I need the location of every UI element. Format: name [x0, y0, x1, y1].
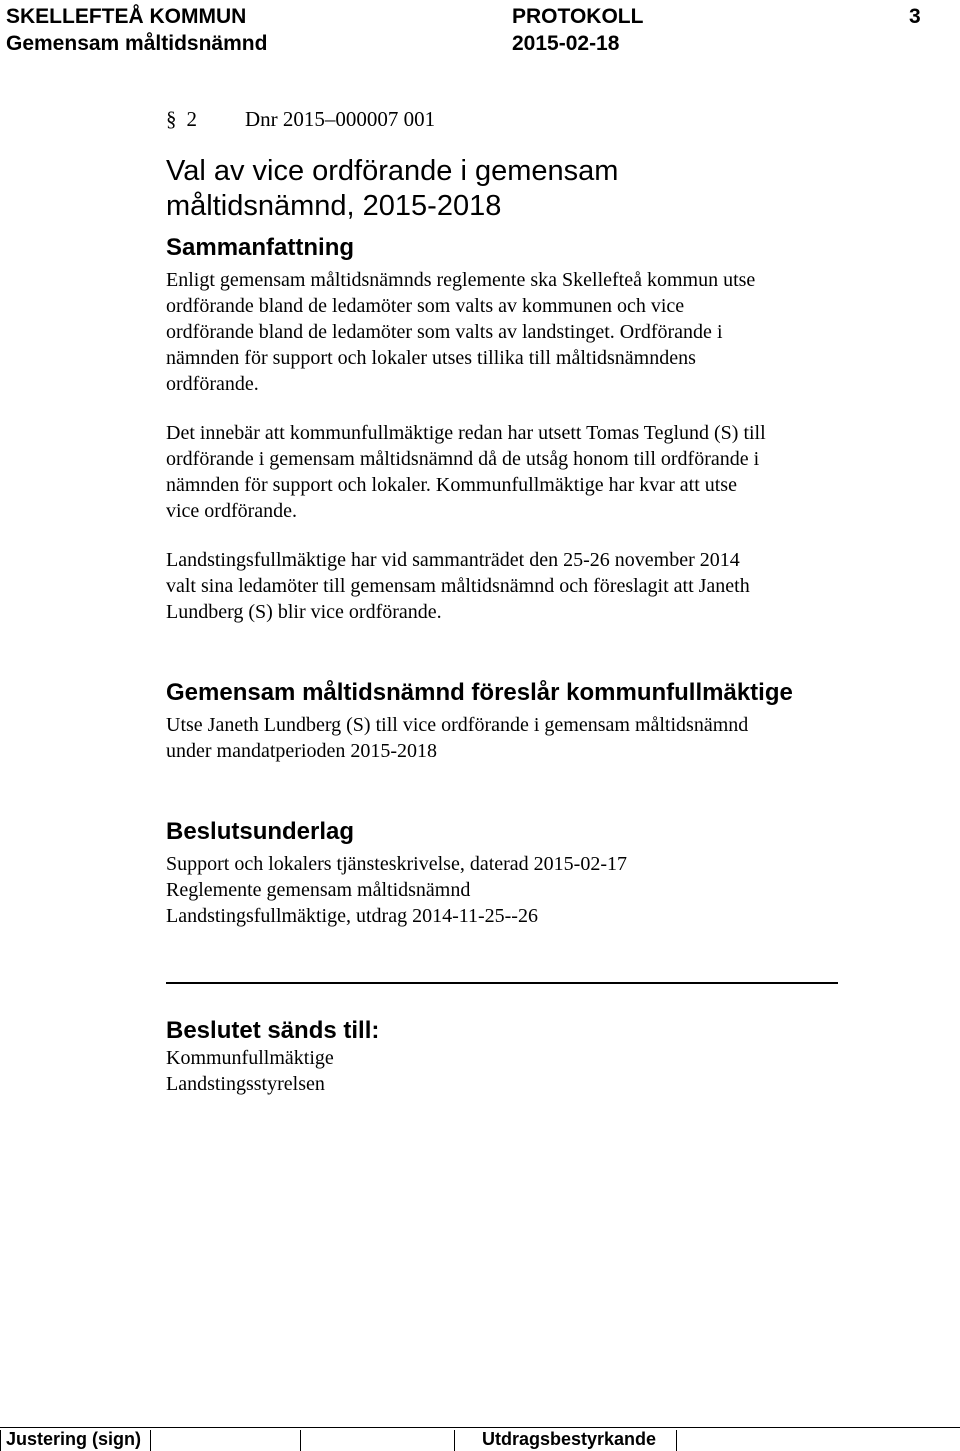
proposal-text [166, 712, 856, 764]
list-item: Kommunfullmäktige [166, 1047, 334, 1069]
text-line: valt sina ledamöter till gemensam måltidsnämnd och föreslagit att Janeth [166, 575, 750, 597]
summary-heading: Sammanfattning [166, 234, 355, 261]
text-line: ordförande i gemensam måltidsnämnd då de utsåg honom till ordförande i [166, 448, 760, 470]
footer-justering: Justering (sign) [6, 1429, 142, 1449]
text-line: under mandatperioden 2015-2018 [166, 740, 438, 762]
header-page-number: 3 [909, 5, 921, 28]
basis-heading: Beslutsunderlag [166, 818, 355, 845]
text-line: Det innebär att kommunfullmäktige redan har utsett Tomas Teglund (S) till [166, 422, 766, 444]
proposal-heading: Gemensam måltidsnämnd föreslår kommunfullmäktige [166, 679, 793, 706]
text-line: nämnden för support och lokaler. Kommunfullmäktige har kvar att utse [166, 474, 737, 496]
signature-box-edge [454, 1430, 455, 1451]
header-doc-type: PROTOKOLL [512, 5, 644, 28]
text-line: vice ordförande. [166, 500, 298, 522]
text-line: Enligt gemensam måltidsnämnds reglemente ska Skellefteå kommun utse [166, 269, 756, 291]
signature-box-edge [0, 1430, 1, 1451]
basis-list [166, 851, 856, 929]
list-item: Reglemente gemensam måltidsnämnd [166, 879, 471, 901]
list-item: Support och lokalers tjänsteskrivelse, daterad 2015-02-17 [166, 853, 627, 875]
text-line: Utse Janeth Lundberg (S) till vice ordförande i gemensam måltidsnämnd [166, 714, 749, 736]
footer-divider [0, 1427, 960, 1428]
list-item: Landstingsfullmäktige, utdrag 2014-11-25--26 [166, 905, 538, 927]
footer-utdragsbestyrkande: Utdragsbestyrkande [482, 1429, 657, 1449]
paragraph-symbol: § [166, 107, 177, 131]
header-date: 2015-02-18 [512, 32, 620, 55]
text-line: Lundberg (S) blir vice ordförande. [166, 601, 442, 623]
item-title-line: Val av vice ordförande i gemensam [166, 155, 619, 187]
section-divider [166, 982, 838, 984]
paragraph-number: 2 [186, 107, 197, 131]
summary-paragraph-3 [166, 547, 856, 625]
item-title-line: måltidsnämnd, 2015-2018 [166, 190, 502, 222]
dnr: Dnr 2015–000007 001 [245, 107, 436, 131]
text-line: ordförande bland de ledamöter som valts av kommunen och vice [166, 295, 685, 317]
header-org: SKELLEFTEÅ KOMMUN [6, 5, 247, 28]
item-reference [166, 106, 435, 132]
signature-box-edge [300, 1430, 301, 1451]
signature-box-edge [676, 1430, 677, 1451]
header-body-name: Gemensam måltidsnämnd [6, 32, 268, 55]
summary-paragraph-2 [166, 420, 856, 524]
text-line: ordförande bland de ledamöter som valts av landstinget. Ordförande i [166, 321, 723, 343]
signature-box-edge [150, 1430, 151, 1451]
text-line: nämnden för support och lokaler utses tillika till måltidsnämndens [166, 347, 696, 369]
text-line: Landstingsfullmäktige har vid sammanträdet den 25-26 november 2014 [166, 549, 740, 571]
sent-to-heading: Beslutet sänds till: [166, 1017, 380, 1044]
text-line: ordförande. [166, 373, 259, 395]
item-title [166, 154, 866, 224]
summary-paragraph-1 [166, 267, 856, 397]
list-item: Landstingsstyrelsen [166, 1073, 325, 1095]
sent-to-list [166, 1045, 856, 1097]
